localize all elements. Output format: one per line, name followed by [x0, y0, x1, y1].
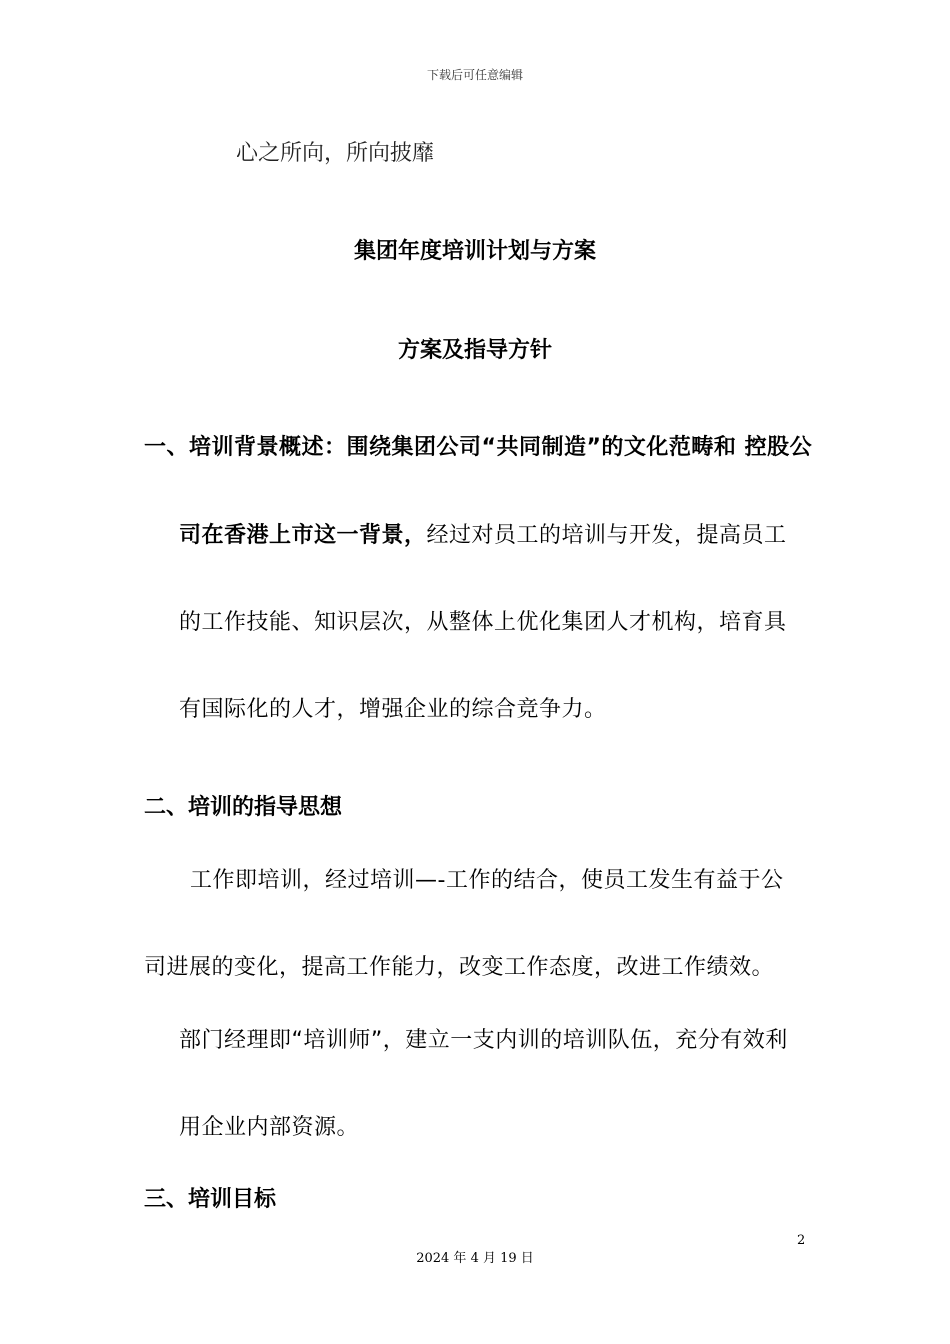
section1-line3: 的工作技能、知识层次，从整体上优化集团人才机构，培育具: [179, 610, 787, 635]
section2-line4: 用企业内部资源。: [179, 1115, 360, 1140]
section2-heading: 二、培训的指导思想: [144, 795, 343, 820]
section2-line1: 工作即培训，经过培训—-工作的结合，使员工发生有益于公: [190, 868, 784, 893]
section2-line3: 部门经理即“培训师”，建立一支内训的培训队伍，充分有效利: [179, 1028, 788, 1053]
section1-heading: 一、培训背景概述：围绕集团公司“共同制造”的文化范畴和 控股公: [144, 435, 813, 460]
document-subtitle: 方案及指导方针: [397, 338, 552, 363]
section1-line4: 有国际化的人才，增强企业的综合竞争力。: [179, 697, 607, 722]
document-title: 集团年度培训计划与方案: [353, 239, 596, 264]
section1-line2-bold: 司在香港上市这一背景，: [179, 523, 427, 548]
page-number: 2: [797, 1233, 806, 1248]
motto: 心之所向，所向披靡: [236, 141, 435, 166]
section1-line2-text: 经过对员工的培训与开发，提高员工: [426, 523, 787, 548]
section3-heading: 三、培训目标: [144, 1187, 277, 1212]
section1-line2: [179, 518, 787, 549]
section1-line1: [144, 430, 812, 461]
header-note: 下载后可任意编辑: [426, 68, 523, 82]
section2-line2: 司进展的变化，提高工作能力，改变工作态度，改进工作绩效。: [144, 955, 775, 980]
footer-date: 2024 年 4 月 19 日: [416, 1251, 534, 1266]
